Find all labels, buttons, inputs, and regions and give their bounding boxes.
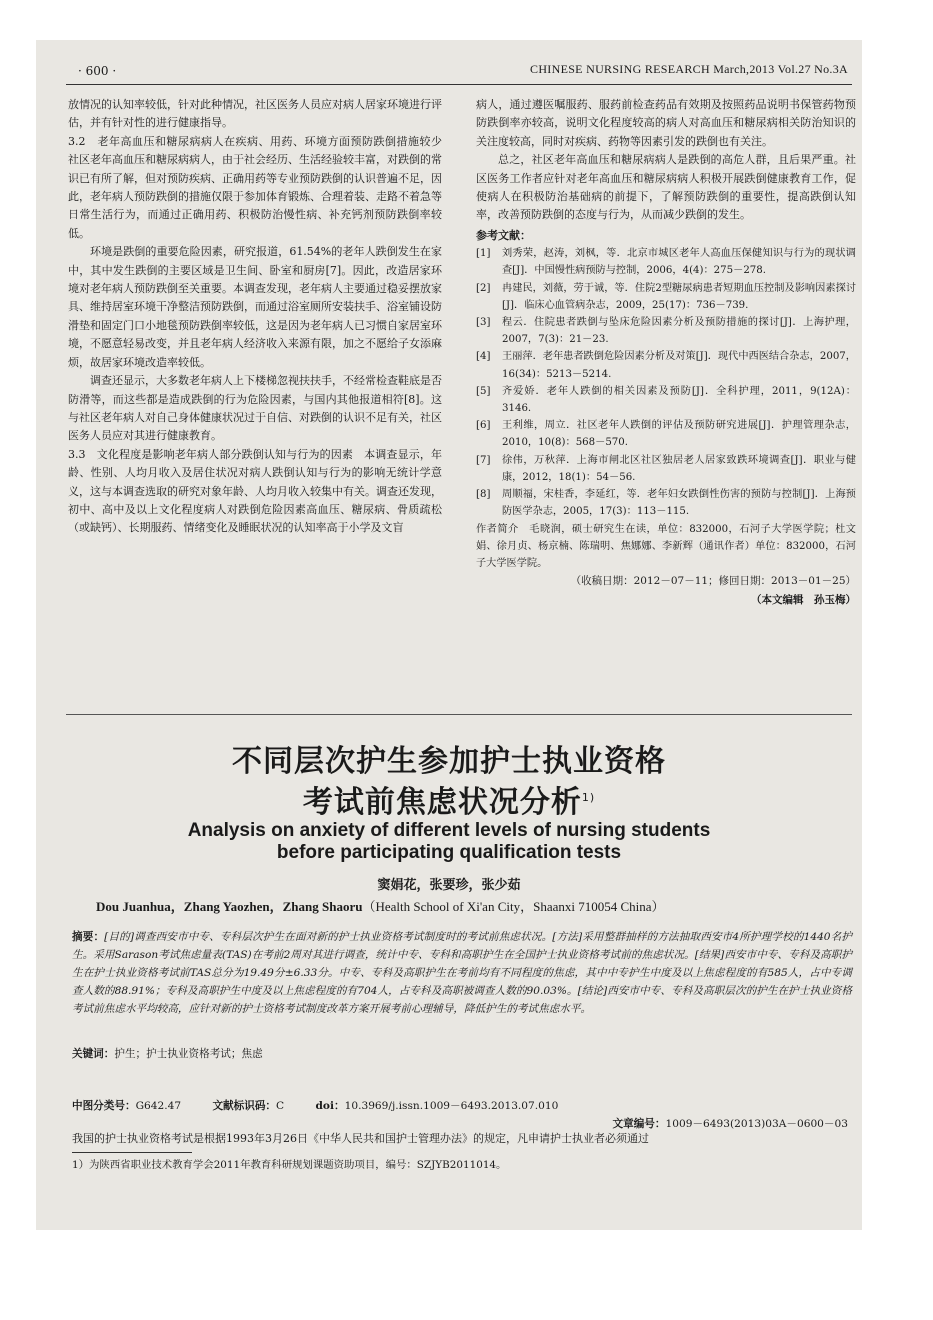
- reference-item: [3] 程云．住院患者跌倒与坠床危险因素分析及预防措施的探讨[J]．上海护理，2007，7(3)：21－23.: [476, 317, 856, 346]
- abstract: 摘要：[目的]调查西安市中专、专科层次护生在面对新的护士执业资格考试制度时的考试前焦虑状况。[方法]采用整群抽样的方法抽取西安市4所护理学校的1440名护生。采用Sarason考试焦虑量表(TAS)在考前2周对其进行调查，统计中专、专科和高职护生在全国护士执业资格考试前的焦虑状况。[结果]西安市中专、专科及高职护生在护士执业资格考试前TAS总分为19.49分±6.33分。中专、专科及高职护生在考前均有不同程度的焦虑，其中中专护生中度及以上焦虑程度的有585人，占中专调查人数的88.91%；专科及高职护生中度及以上焦虑程度的有704人，占专科及高职被调查人数的90.03%。[结论]西安市中专、专科及高职层次的护生在护士执业资格考试前焦虑水平均较高，应针对新的护士资格考试制度改革方案开展考前心理辅导，降低护生的考试焦虑水平。: [72, 931, 852, 1015]
- footnote: 1）为陕西省职业技术教育学会2011年教育科研规划课题资助项目，编号：SZJYB2011014。: [72, 1159, 507, 1171]
- editor-credit: （本文编辑 孙玉梅）: [751, 593, 856, 606]
- english-title: Analysis on anxiety of different levels of nursing students before participating qualification tests: [187, 820, 711, 863]
- paragraph: 环境是跌倒的重要危险因素，研究报道，61.54%的老年人跌倒发生在家中，其中发生跌倒的主要区域是卫生间、卧室和厨房[7]。因此，改造居家环境对老年病人预防跌倒至关重要。本调查发现，老年病人主要通过稳妥摆放家具、维持居室环境干净整洁预防跌倒，而通过浴室厕所安装扶手、浴室铺设防滑垫和固定门口小地毯预防跌倒率较低，这是因为老年病人已习惯自家居室环境，不愿意轻易改变，并且老年病人经济收入来源有限，加之不愿给子女添麻烦，故居家环境改造率较低。: [68, 245, 442, 369]
- affiliation: （Health School of Xi'an City，Shaanxi 710054 China）: [362, 899, 665, 914]
- classification-line: 中图分类号：G642.47 文献标识码：C doi：10.3969/j.issn.1009－6493.2013.07.010: [72, 1100, 559, 1112]
- reference-item: [5] 齐爱娇．老年人跌倒的相关因素及预防[J]．全科护理，2011，9(12A)：3146.: [476, 385, 856, 415]
- article-title: 不同层次护生参加护士执业资格 考试前焦虑状况分析$^{1)}$: [232, 744, 666, 820]
- title-footnote-mark: 1): [581, 791, 596, 804]
- reference-item: [4] 王丽萍．老年患者跌倒危险因素分析及对策[J]．现代中西医结合杂志，2007，16(34)：5213－5214.: [476, 351, 856, 380]
- page-number: · 600 ·: [78, 64, 117, 78]
- reference-item: [8] 周顺福，宋桂香，李延红，等．老年妇女跌倒性伤害的预防与控制[J]．上海预防医学杂志，2005，17(3)：113－115.: [476, 489, 856, 518]
- section-3-3: 3.3 文化程度是影响老年病人部分跌倒认知与行为的因素 本调查显示，年龄、性别、人均月收入及居住状况对病人跌倒认知与行为的影响无统计学意义，这与本调查选取的研究对象年龄、人均月收入较集中有关。调查还发现，初中、高中及以上文化程度病人对跌倒危险因素高血压、糖尿病、骨质疏松（或缺钙）、长期服药、情绪变化及睡眠状况的认知率高于小学及文盲: [68, 447, 442, 535]
- keywords: 关键词：护生；护士执业资格考试；焦虑: [72, 1048, 263, 1060]
- right-column: [476, 96, 856, 609]
- section-3-2: 3.2 老年高血压和糖尿病病人在疾病、用药、环境方面预防跌倒措施较少 社区老年高血压和糖尿病病人，由于社会经历、生活经验较丰富，对跌倒的常识已有所了解，但对预防疾病、正确用药等专业预防跌倒的认识普遍不足，因此，老年病人预防跌倒的措施仅限于参加体育锻炼、合理着装、走路不着急等日常生活行为，而通过正确用药、积极防治慢性病、补充钙剂预防跌倒率较低。: [68, 134, 453, 240]
- abstract-label: 摘要：: [72, 931, 105, 943]
- reference-item: [1] 刘秀荣，赵涛，刘枫，等．北京市城区老年人高血压保健知识与行为的现状调查[J]．中国慢性病预防与控制，2006，4(4)：275－278.: [476, 248, 856, 277]
- paragraph: 调查还显示，大多数老年病人上下楼梯忽视扶扶手，不经常检查鞋底是否防滑等，而这些都是造成跌倒的行为危险因素，与国内其他报道相符[8]。这与社区老年病人对自己身体健康状况过于自信、对跌倒的认识不足有关，社区医务人员应对其进行健康教育。: [68, 374, 442, 443]
- conclusion-paragraph: 总之，社区老年高血压和糖尿病病人是跌倒的高危人群，且后果严重。社区医务工作者应针对老年高血压和糖尿病病人积极开展跌倒健康教育工作，促使病人在积极防治基础病的前提下，了解预防跌倒的重要性，提高跌倒认知率，改善预防跌倒的态度与行为，从而减少跌倒的发生。: [476, 153, 856, 222]
- reference-item: [2] 冉建民，刘薇，劳于诚，等．住院2型糖尿病患者短期血压控制及影响因素探讨[J]．临床心血管病杂志，2009，25(17)：736－739.: [476, 282, 856, 311]
- intro-paragraph: 我国的护士执业资格考试是根据1993年3月26日《中华人民共和国护士管理办法》的规定，凡申请护士执业者必须通过: [72, 1132, 649, 1145]
- journal-page: [36, 40, 862, 1230]
- paragraph: 放情况的认知率较低，针对此种情况，社区医务人员应对病人居家环境进行评估，并有针对性的进行健康指导。: [68, 98, 442, 130]
- author-intro: 作者简介 毛晓润，硕士研究生在读，单位：832000，石河子大学医学院；杜文娟、徐月贞、杨京楠、陈瑞明、焦娜娜、李新辉（通讯作者）单位：832000，石河子大学医学院。: [476, 523, 856, 569]
- running-header: [66, 54, 852, 85]
- article-number: 文章编号：1009－6493(2013)03A－0600－03: [612, 1118, 848, 1130]
- authors-english: Dou Juanhua，Zhang Yaozhen，Zhang Shaoru（Health School of Xi'an City，Shaanxi 710054 China）: [96, 899, 665, 914]
- reference-item: [6] 王利维，周立．社区老年人跌倒的评估及预防研究进展[J]．护理管理杂志，2010，10(8)：568－570.: [476, 420, 856, 449]
- journal-name: CHINESE NURSING RESEARCH March,2013 Vol.27 No.3A: [530, 62, 848, 76]
- paragraph: 病人，通过遵医嘱服药、服药前检查药品有效期及按照药品说明书保管药物预防跌倒率亦较高，说明文化程度较高的病人对高血压和糖尿病相关防治知识的关注度较高，同时对疾病、药物等因素引发的跌倒也有关注。: [476, 98, 856, 148]
- reference-item: [7] 徐伟，万秋萍．上海市闸北区社区独居老人居家致跌环境调查[J]．职业与健康，2012，18(1)：54－56.: [476, 454, 856, 483]
- authors-chinese: 窦娟花，张要珍，张少茹: [377, 878, 521, 893]
- references-title: 参考文献：: [476, 228, 531, 242]
- reference-list: [476, 245, 856, 572]
- section-divider: [66, 714, 852, 715]
- footnote-rule: [72, 1152, 192, 1153]
- received-date: （收稿日期：2012－07－11；修回日期：2013－01－25）: [570, 575, 856, 588]
- left-column: [68, 96, 453, 538]
- doi: 10.3969/j.issn.1009－6493.2013.07.010: [344, 1100, 559, 1112]
